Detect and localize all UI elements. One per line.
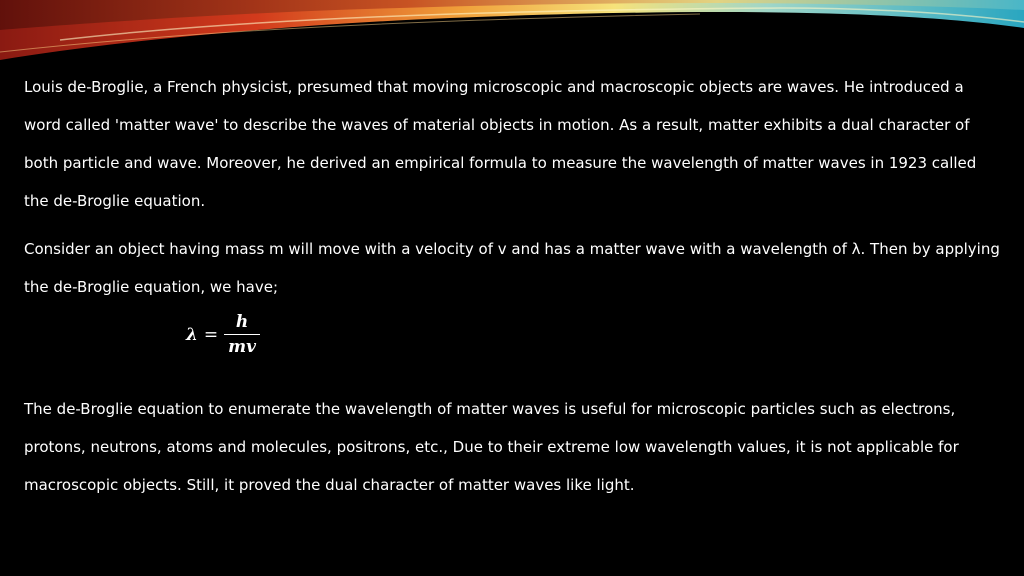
de-broglie-formula: [186, 312, 260, 357]
paragraph-usefulness: The de-Broglie equation to enumerate the wavelength of matter waves is useful for microscopic particles such as electrons, protons, neutrons, atoms and molecules, positrons, etc., Due to their extreme low wavelength values, it is not applicable for macroscopic objects. Still, it proved the dual character of matter waves like light.: [24, 400, 959, 494]
formula-denominator: mv: [224, 334, 260, 357]
paragraph-consider: Consider an object having mass m will move with a velocity of v and has a matter wave with a wavelength of λ. Then by applying the de-Broglie equation, we have;: [24, 240, 1000, 296]
formula-equals: =: [203, 324, 219, 345]
paragraph-intro: Louis de-Broglie, a French physicist, presumed that moving microscopic and macroscopic objects are waves. He introduced a word called 'matter wave' to describe the waves of material objects in motion. As a result, matter exhibits a dual character of both particle and wave. Moreover, he derived an empirical formula to measure the wavelength of matter waves in 1923 called the de-Broglie equation.: [24, 78, 977, 210]
formula-numerator: h: [235, 312, 249, 332]
decorative-ribbon-banner: [0, 0, 1024, 60]
slide-content: [24, 68, 1004, 306]
formula-lambda: λ: [186, 324, 198, 345]
formula-fraction: [224, 312, 260, 357]
